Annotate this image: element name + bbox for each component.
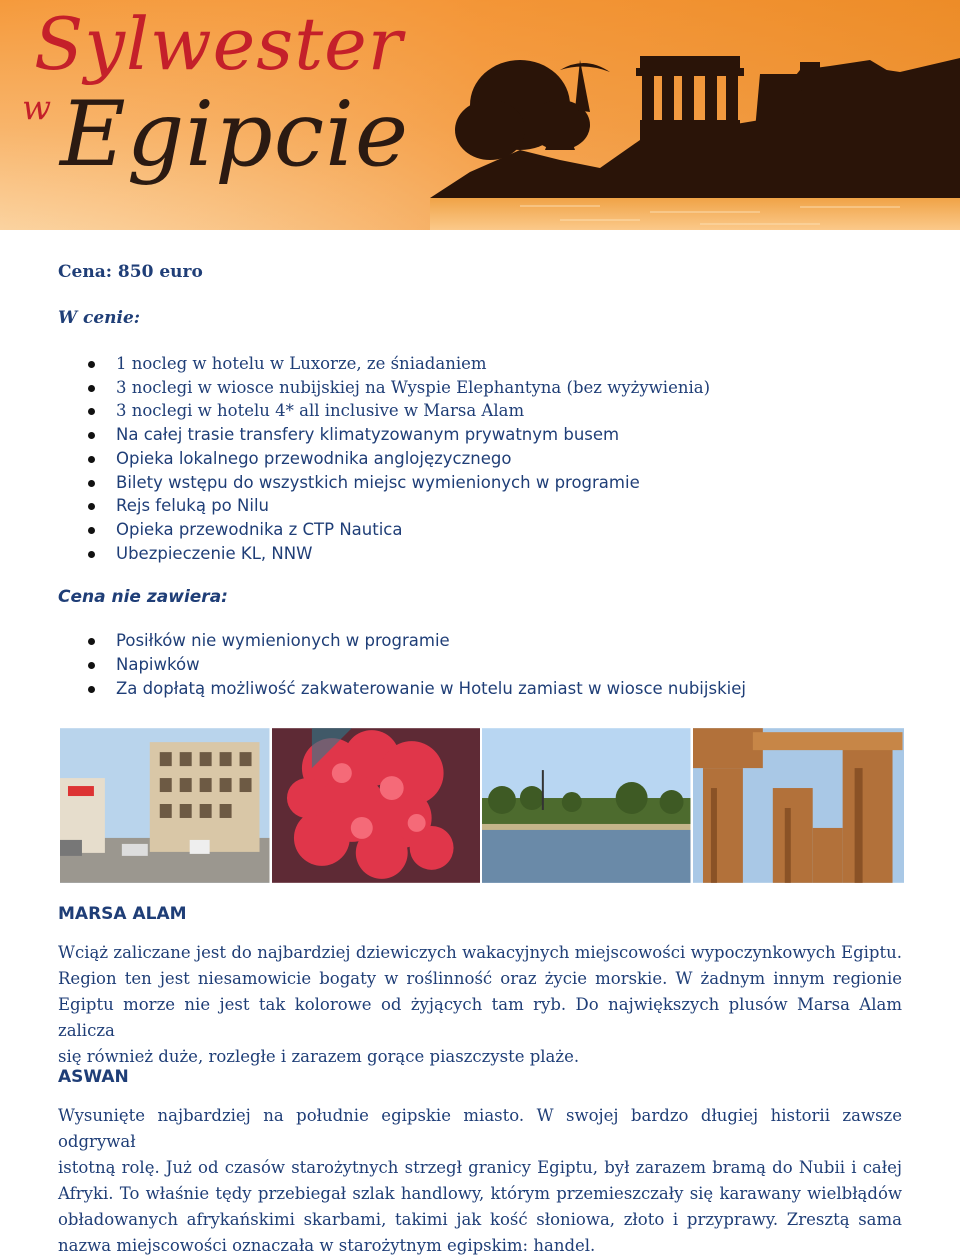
price-line: Cena: 850 euro bbox=[58, 262, 203, 282]
list-item: Ubezpieczenie KL, NNW bbox=[58, 542, 903, 566]
coral-photo bbox=[272, 728, 481, 883]
header-banner bbox=[0, 0, 960, 230]
marsa-alam-text bbox=[58, 940, 902, 1070]
text-line: obładowanych afrykańskimi skarbami, takimi jak kość słoniowa, złoto i przyprawy. Zresztą sama bbox=[58, 1210, 902, 1229]
list-item: 3 noclegi w wiosce nubijskiej na Wyspie Elephantyna (bez wyżywienia) bbox=[58, 376, 903, 400]
list-item: Posiłków nie wymienionych w programie bbox=[58, 629, 903, 653]
karnak-columns-photo bbox=[693, 728, 905, 883]
excluded-list bbox=[58, 629, 903, 700]
list-item: Bilety wstępu do wszystkich miejsc wymienionych w programie bbox=[58, 471, 903, 495]
included-list bbox=[58, 352, 903, 565]
list-item: Za dopłatą możliwość zakwaterowanie w Hotelu zamiast w wiosce nubijskiej bbox=[58, 677, 903, 701]
text-line: Region ten jest niesamowicie bogaty w roślinność oraz życie morskie. W żadnym innym regionie bbox=[58, 969, 902, 988]
aswan-section bbox=[58, 1067, 902, 1259]
street-photo bbox=[60, 728, 270, 883]
aswan-text bbox=[58, 1103, 902, 1259]
logo-w: w bbox=[22, 88, 52, 128]
main-content bbox=[58, 262, 903, 700]
list-item: Rejs feluką po Nilu bbox=[58, 494, 903, 518]
text-line: się również duże, rozległe i zarazem gorące piaszczyste plaże. bbox=[58, 1047, 580, 1066]
logo-sylwester: Sylwester bbox=[34, 2, 404, 86]
aswan-heading: ASWAN bbox=[58, 1067, 129, 1087]
list-item: 1 nocleg w hotelu w Luxorze, ze śniadaniem bbox=[58, 352, 903, 376]
text-line: Egiptu morze nie jest tak kolorowe od żyjących tam ryb. Do największych plusów Marsa Alam zalicza bbox=[58, 995, 902, 1040]
logo-egipcie: Egipcie bbox=[60, 82, 410, 187]
list-item: Na całej trasie transfery klimatyzowanym prywatnym busem bbox=[58, 423, 903, 447]
list-item: Napiwków bbox=[58, 653, 903, 677]
excluded-heading: Cena nie zawiera: bbox=[58, 587, 228, 608]
list-item: 3 noclegi w hotelu 4* all inclusive w Marsa Alam bbox=[58, 399, 903, 423]
text-line: nazwa miejscowości oznaczała w starożytnym egipskim: handel. bbox=[58, 1236, 596, 1255]
list-item: Opieka przewodnika z CTP Nautica bbox=[58, 518, 903, 542]
text-line: istotną rolę. Już od czasów starożytnych strzegł granicy Egiptu, był zarazem bramą do Nubii i całej bbox=[58, 1158, 902, 1177]
list-item: Opieka lokalnego przewodnika anglojęzycznego bbox=[58, 447, 903, 471]
marsa-alam-section bbox=[58, 904, 902, 1070]
photo-strip bbox=[60, 728, 904, 883]
text-line: Wysunięte najbardziej na południe egipskie miasto. W swojej bardzo długiej historii zawsze odgrywał bbox=[58, 1106, 902, 1151]
nile-photo bbox=[482, 728, 691, 883]
marsa-alam-heading: MARSA ALAM bbox=[58, 904, 187, 924]
text-line: Wciąż zaliczane jest do najbardziej dziewiczych wakacyjnych miejscowości wypoczynkowych Egiptu. bbox=[58, 943, 902, 962]
text-line: Afryki. To właśnie tędy przebiegał szlak handlowy, którym przemieszczały się karawany wielbłądów bbox=[58, 1184, 902, 1203]
included-heading: W cenie: bbox=[58, 308, 141, 328]
